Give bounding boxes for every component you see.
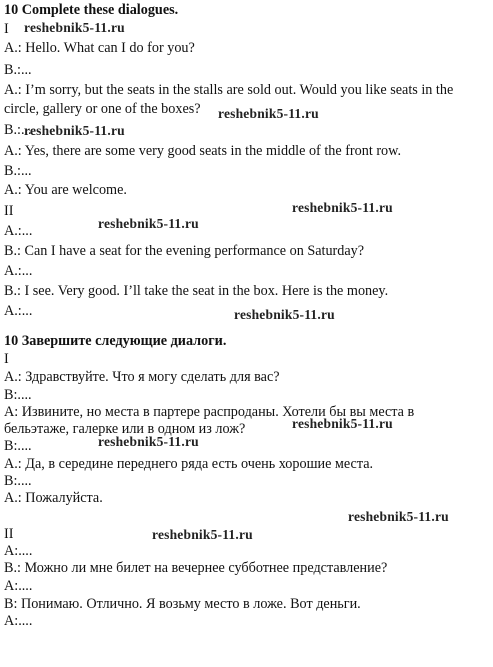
watermark: reshebnik5-11.ru <box>348 509 449 524</box>
english-line: A.: Yes, there are some very good seats in the middle of the front row. <box>4 143 402 159</box>
english-line: A.:... <box>4 263 33 279</box>
english-part2-label: II <box>4 203 14 219</box>
watermark: reshebnik5-11.ru <box>292 416 393 431</box>
watermark: reshebnik5-11.ru <box>152 527 253 542</box>
watermark: reshebnik5-11.ru <box>292 200 393 215</box>
russian-line: А.: Здравствуйте. Что я могу сделать для вас? <box>4 369 280 385</box>
watermark: reshebnik5-11.ru <box>98 216 199 231</box>
russian-line: бельэтаже, галерке или в одном из лож? <box>4 421 246 437</box>
russian-line: В:.... <box>4 387 32 403</box>
english-line: A.: You are welcome. <box>4 182 127 198</box>
english-heading: 10 Complete these dialogues. <box>4 2 179 18</box>
russian-line: В: Понимаю. Отлично. Я возьму место в ложе. Вот деньги. <box>4 596 361 612</box>
russian-line: А:.... <box>4 543 33 559</box>
watermark: reshebnik5-11.ru <box>218 106 319 121</box>
english-line: A.: Hello. What can I do for you? <box>4 40 195 56</box>
english-line: circle, gallery or one of the boxes? <box>4 101 201 117</box>
watermark: reshebnik5-11.ru <box>98 434 199 449</box>
watermark: reshebnik5-11.ru <box>24 20 125 35</box>
russian-line: А.: Да, в середине переднего ряда есть очень хорошие места. <box>4 456 374 472</box>
russian-line: А.: Пожалуйста. <box>4 490 103 506</box>
watermark: reshebnik5-11.ru <box>234 307 335 322</box>
english-line: B.: Can I have a seat for the evening performance on Saturday? <box>4 243 365 259</box>
watermark: reshebnik5-11.ru <box>24 123 125 138</box>
english-part1-label: I <box>4 21 9 37</box>
english-line: B.:... <box>4 62 32 78</box>
russian-line: В:.... <box>4 438 32 454</box>
english-line: B.:... <box>4 122 32 138</box>
english-line: A.:... <box>4 303 33 319</box>
english-line: A.:... <box>4 223 33 239</box>
russian-part2-label: II <box>4 526 14 542</box>
russian-line: А:.... <box>4 578 33 594</box>
english-line: B.: I see. Very good. I’ll take the seat in the box. Here is the money. <box>4 283 389 299</box>
english-line: A.: I’m sorry, but the seats in the stalls are sold out. Would you like seats in the <box>4 82 454 98</box>
russian-line: А:.... <box>4 613 33 629</box>
russian-line: В.: Можно ли мне билет на вечернее субботнее представление? <box>4 560 388 576</box>
russian-line: В:.... <box>4 473 32 489</box>
russian-heading: 10 Завершите следующие диалоги. <box>4 333 227 349</box>
russian-part1-label: I <box>4 351 9 367</box>
english-line: B.:... <box>4 163 32 179</box>
russian-line: А: Извините, но места в партере распроданы. Хотели бы вы места в <box>4 404 415 420</box>
